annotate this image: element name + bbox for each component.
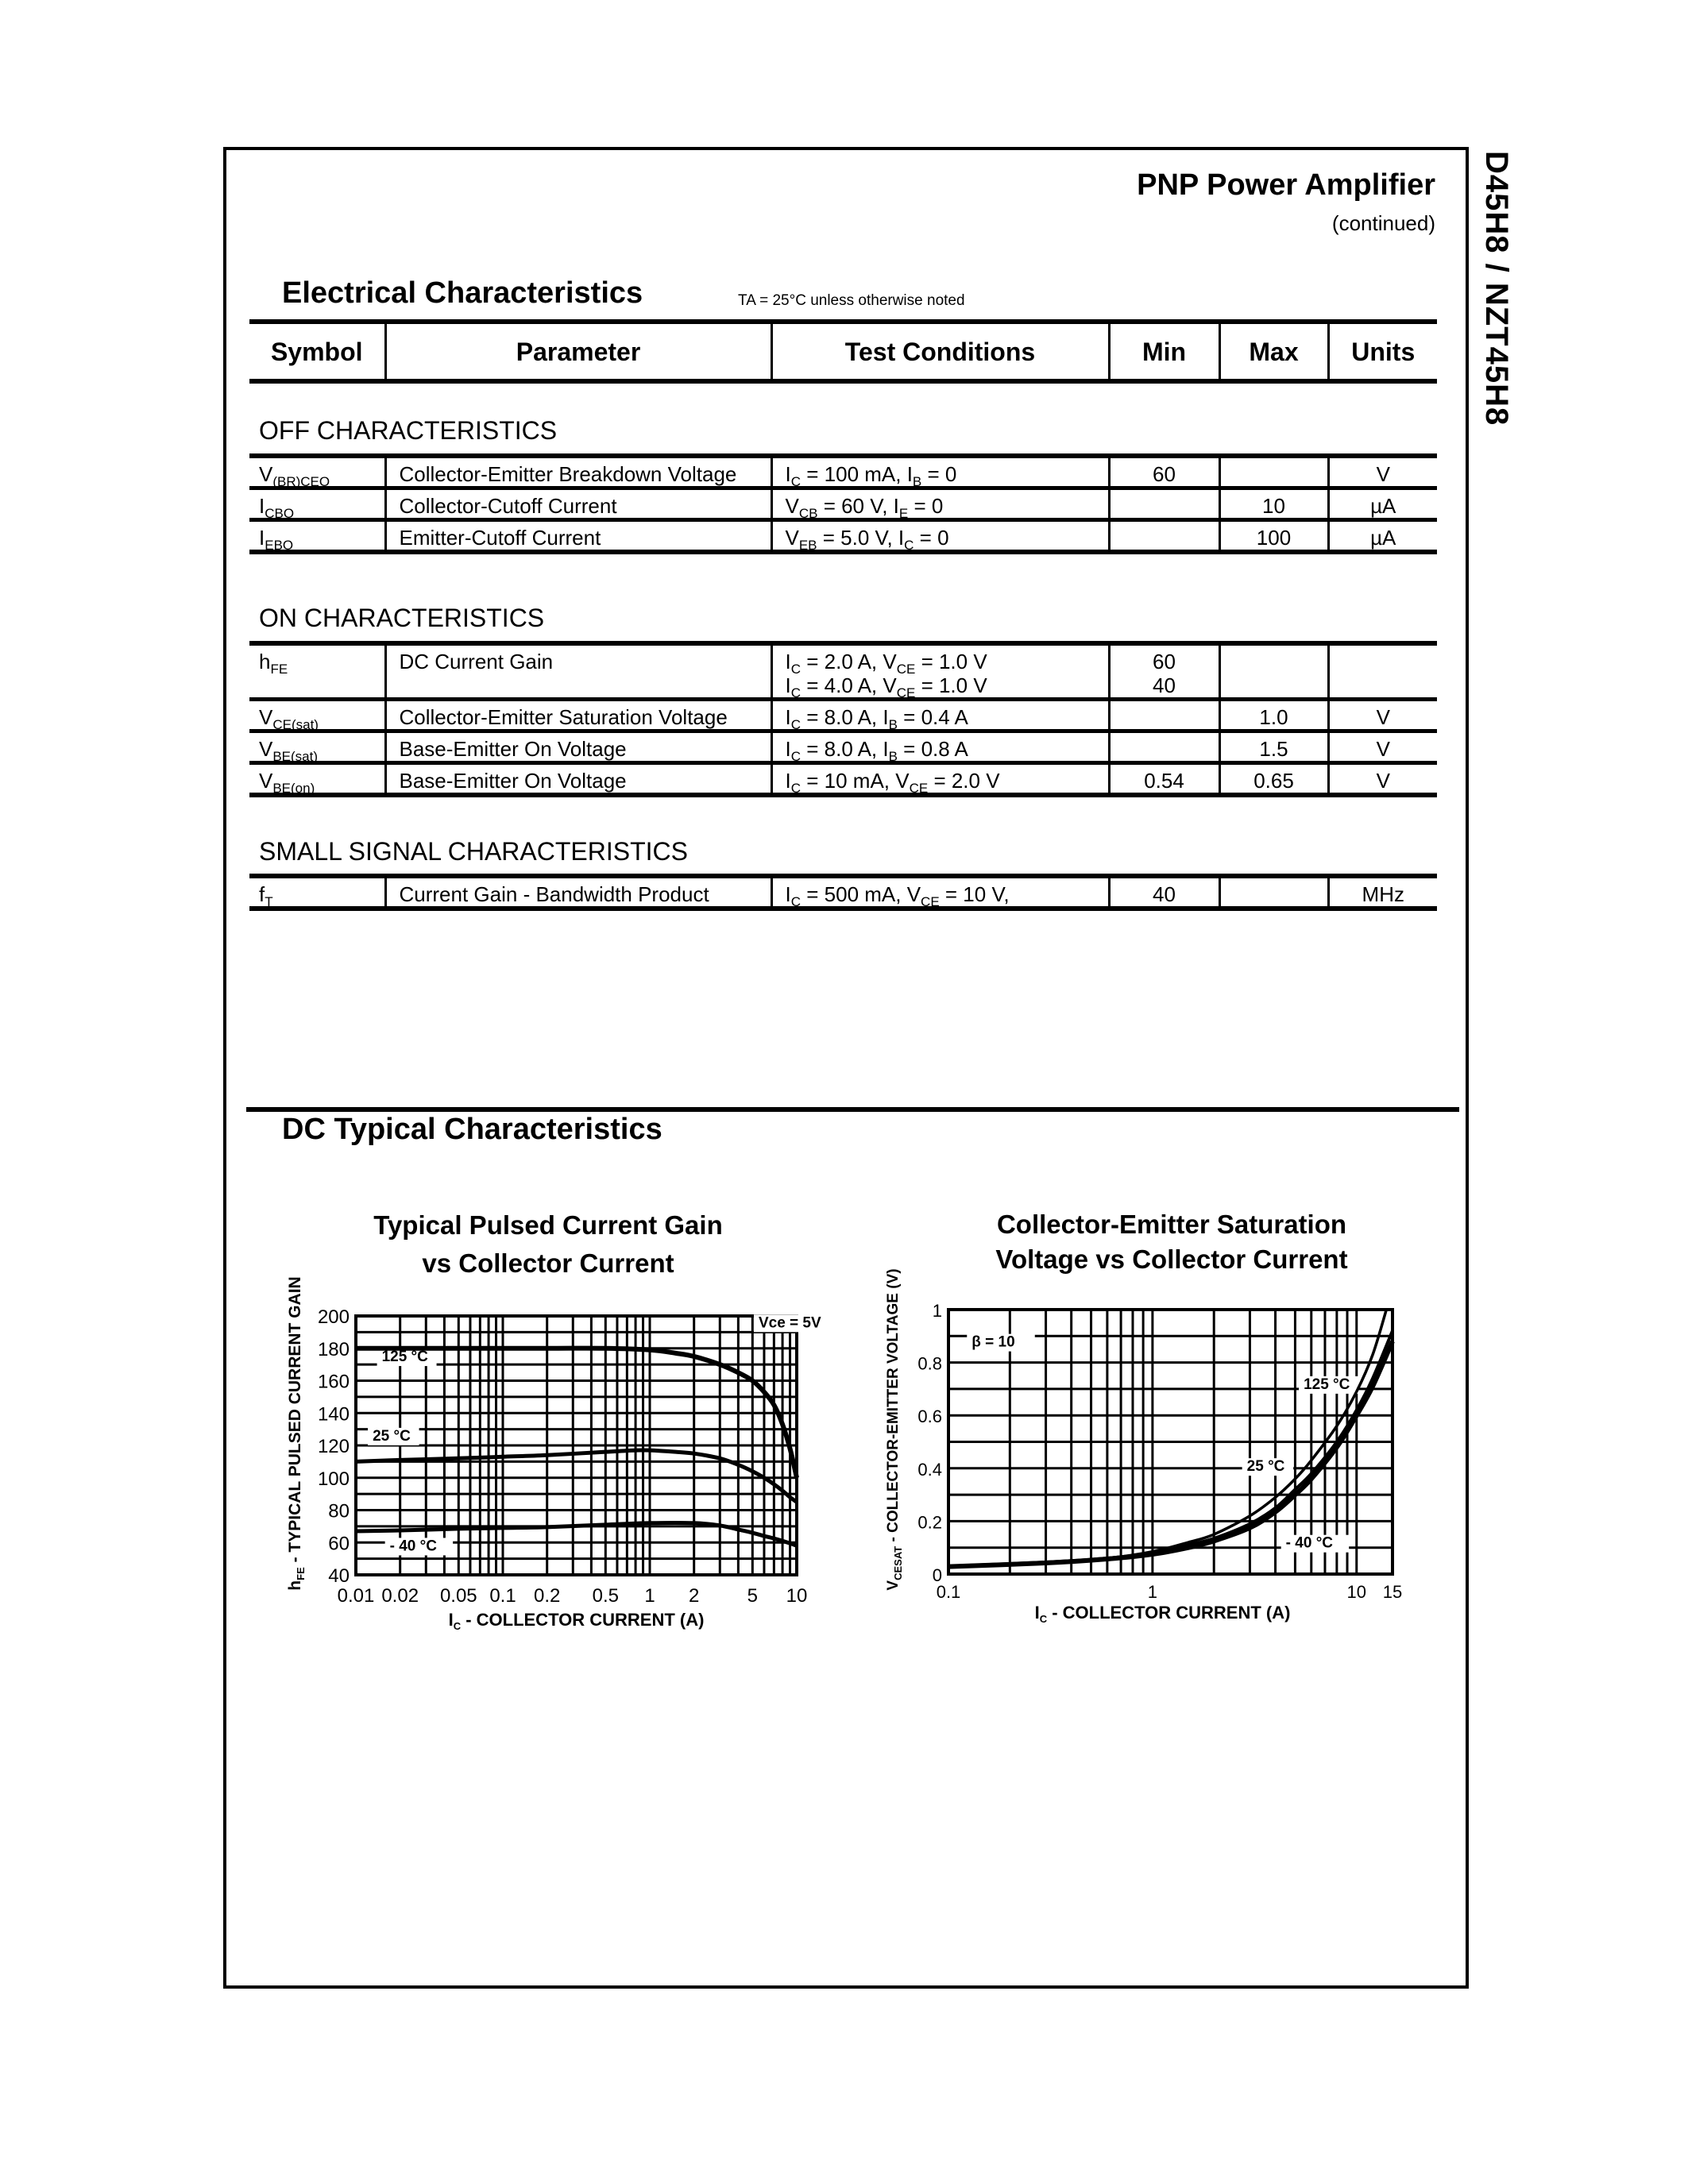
annotation-label: 125 °C [381, 1349, 428, 1366]
y-tick-label: 120 [317, 1436, 350, 1457]
x-tick-label: 0.05 [439, 1585, 477, 1607]
column-header-max: Max [1219, 322, 1328, 381]
cell-min: 60 40 [1109, 643, 1219, 700]
annotation-label: 25 °C [1246, 1458, 1285, 1476]
y-tick-label: 40 [328, 1565, 350, 1587]
column-header-min: Min [1109, 322, 1219, 381]
cell-units: µA [1328, 520, 1437, 553]
table-row [249, 488, 1437, 520]
x-tick-label: 10 [786, 1585, 808, 1607]
y-tick-label: 140 [317, 1403, 350, 1426]
cell-max [1219, 643, 1328, 700]
table-row [249, 643, 1437, 700]
electrical-characteristics-title: Electrical Characteristics [282, 276, 643, 310]
cell-units: µA [1328, 488, 1437, 520]
cell-max [1219, 456, 1328, 488]
y-tick-label: 1 [932, 1301, 942, 1321]
cell-parameter: Collector-Emitter Saturation Voltage [385, 700, 771, 731]
cell-parameter: Base-Emitter On Voltage [385, 763, 771, 796]
cell-test-conditions: $I_C = 500$ mA, $V_{CE} = 10$ V, [771, 876, 1109, 909]
cell-units: V [1328, 700, 1437, 731]
cell-test-conditions: $I_C = 100$ mA, $I_B = 0$ [771, 456, 1109, 488]
cell-max: 0.65 [1219, 763, 1328, 796]
x-tick-label: 0.02 [381, 1585, 419, 1607]
cell-parameter: Base-Emitter On Voltage [385, 731, 771, 763]
y-tick-label: 0.8 [917, 1353, 942, 1374]
cell-units: MHz [1328, 876, 1437, 909]
y-axis-title: $V_{CESAT}$ - COLLECTOR-EMITTER VOLTAGE (V) [885, 1268, 904, 1591]
cell-symbol: $h_{FE}$ [259, 650, 288, 677]
y-tick-label: 0.2 [917, 1512, 942, 1533]
cell-max: 10 [1219, 488, 1328, 520]
y-tick-label: 200 [317, 1306, 350, 1328]
x-tick-label: 0.5 [592, 1585, 619, 1607]
document-subtitle: (continued) [1331, 211, 1435, 235]
cell-symbol: $I_{EBO}$ [249, 520, 385, 553]
cell-min [1109, 731, 1219, 763]
group-title-off: OFF CHARACTERISTICS [259, 416, 558, 445]
chart-saturation-voltage [874, 1239, 1446, 1636]
annotation-label: - 40 °C [389, 1538, 437, 1555]
cell-test-conditions: $I_C = 2.0$ A, $V_{CE} = 1.0$ V $I_C = 4.0$ A, $V_{CE} = 1.0$ V [771, 643, 1109, 700]
x-tick-label: 2 [689, 1585, 700, 1607]
y-tick-label: 60 [328, 1533, 350, 1555]
x-tick-label: 0.1 [936, 1582, 961, 1602]
table-row [249, 763, 1437, 796]
cell-units: V [1328, 731, 1437, 763]
y-tick-label: 0 [932, 1565, 942, 1585]
chart1-title-line1: Typical Pulsed Current Gain [373, 1210, 723, 1240]
chart-series [356, 1349, 797, 1546]
electrical-table-header [249, 319, 1437, 384]
column-header-parameter: Parameter [385, 322, 771, 381]
column-header-units: Units [1328, 322, 1437, 381]
cell-parameter: Collector-Emitter Breakdown Voltage [385, 456, 771, 488]
y-axis-title: $h_{FE}$ - TYPICAL PULSED CURRENT GAIN [286, 1276, 307, 1591]
group-table-small-signal [249, 874, 1437, 911]
x-axis-title: $I_C$ - COLLECTOR CURRENT (A) [448, 1610, 705, 1632]
cell-min: 0.54 [1109, 763, 1219, 796]
document-title: PNP Power Amplifier [1137, 168, 1435, 202]
cell-units: V [1328, 456, 1437, 488]
table-row [249, 700, 1437, 731]
temperature-note: TA = 25°C unless otherwise noted [738, 292, 965, 309]
cell-min: 40 [1109, 876, 1219, 909]
y-tick-label: 80 [328, 1500, 350, 1522]
cell-parameter: DC Current Gain [385, 643, 771, 700]
cell-test-conditions: $V_{EB} = 5.0$ V, $I_C = 0$ [771, 520, 1109, 553]
cell-parameter: Current Gain - Bandwidth Product [385, 876, 771, 909]
group-title-on: ON CHARACTERISTICS [259, 604, 545, 632]
cell-symbol: $V_{BE(on)}$ [249, 763, 385, 796]
cell-max [1219, 876, 1328, 909]
cell-symbol: $I_{CBO}$ [249, 488, 385, 520]
x-tick-label: 0.1 [489, 1585, 516, 1607]
cell-symbol: $f_T$ [259, 882, 273, 909]
cell-test-conditions: $I_C = 10$ mA, $V_{CE} = 2.0$ V [771, 763, 1109, 796]
cell-symbol: $V_{CE(sat)}$ [249, 700, 385, 731]
cell-test-conditions: $I_C = 8.0$ A, $I_B = 0.8$ A [771, 731, 1109, 763]
table-row [249, 731, 1437, 763]
cell-min [1109, 700, 1219, 731]
cell-min [1109, 488, 1219, 520]
cell-symbol: $V_{(BR)CEO}$ [259, 462, 330, 489]
annotation-label: Vce = 5V [758, 1314, 821, 1332]
cell-parameter: Emitter-Cutoff Current [385, 520, 771, 553]
cell-max: 1.5 [1219, 731, 1328, 763]
annotation-label: 125 °C [1304, 1376, 1350, 1393]
y-tick-label: 100 [317, 1468, 350, 1490]
y-tick-label: 0.6 [917, 1406, 942, 1427]
x-tick-label: 0.01 [337, 1585, 375, 1607]
cell-units: V [1328, 763, 1437, 796]
chart2-title-line1: Collector-Emitter Saturation [996, 1210, 1347, 1239]
cell-test-conditions: $V_{CB} = 60$ V, $I_E = 0$ [771, 488, 1109, 520]
annotation-label: β = 10 [971, 1333, 1015, 1351]
table-row [249, 876, 1437, 909]
table-row [249, 456, 1437, 488]
group-table-on [249, 641, 1437, 797]
cell-test-conditions: $I_C = 8.0$ A, $I_B = 0.4$ A [771, 700, 1109, 731]
group-title-small-signal: SMALL SIGNAL CHARACTERISTICS [259, 837, 688, 866]
annotation-label: 25 °C [373, 1427, 411, 1445]
chart1-title-line2: vs Collector Current [422, 1248, 674, 1278]
cell-min: 60 [1109, 456, 1219, 488]
y-tick-label: 160 [317, 1371, 350, 1393]
part-number-side-title: D45H8 / NZT45H8 [1479, 151, 1514, 426]
x-tick-label: 1 [1147, 1582, 1158, 1602]
y-tick-label: 0.4 [917, 1459, 942, 1480]
cell-symbol: $V_{BE(sat)}$ [249, 731, 385, 763]
cell-max: 100 [1219, 520, 1328, 553]
x-tick-label: 5 [747, 1585, 758, 1607]
cell-units [1328, 643, 1437, 700]
group-table-off [249, 453, 1437, 554]
x-tick-label: 15 [1382, 1582, 1403, 1602]
y-tick-label: 180 [317, 1338, 350, 1360]
x-axis-title: $I_C$ - COLLECTOR CURRENT (A) [1034, 1603, 1291, 1625]
annotation-label: - 40 °C [1285, 1534, 1334, 1552]
chart-current-gain [270, 1239, 842, 1636]
chart-annotations [967, 1334, 1358, 1553]
column-header-symbol: Symbol [270, 337, 363, 366]
x-tick-label: 0.2 [534, 1585, 561, 1607]
x-tick-label: 1 [644, 1585, 655, 1607]
x-tick-label: 10 [1346, 1582, 1367, 1602]
column-header-test-conditions: Test Conditions [771, 322, 1109, 381]
table-row [249, 520, 1437, 553]
cell-min [1109, 520, 1219, 553]
dc-characteristics-title: DC Typical Characteristics [282, 1113, 662, 1146]
chart2-title-line2: Voltage vs Collector Current [995, 1244, 1348, 1274]
cell-max: 1.0 [1219, 700, 1328, 731]
cell-parameter: Collector-Cutoff Current [385, 488, 771, 520]
